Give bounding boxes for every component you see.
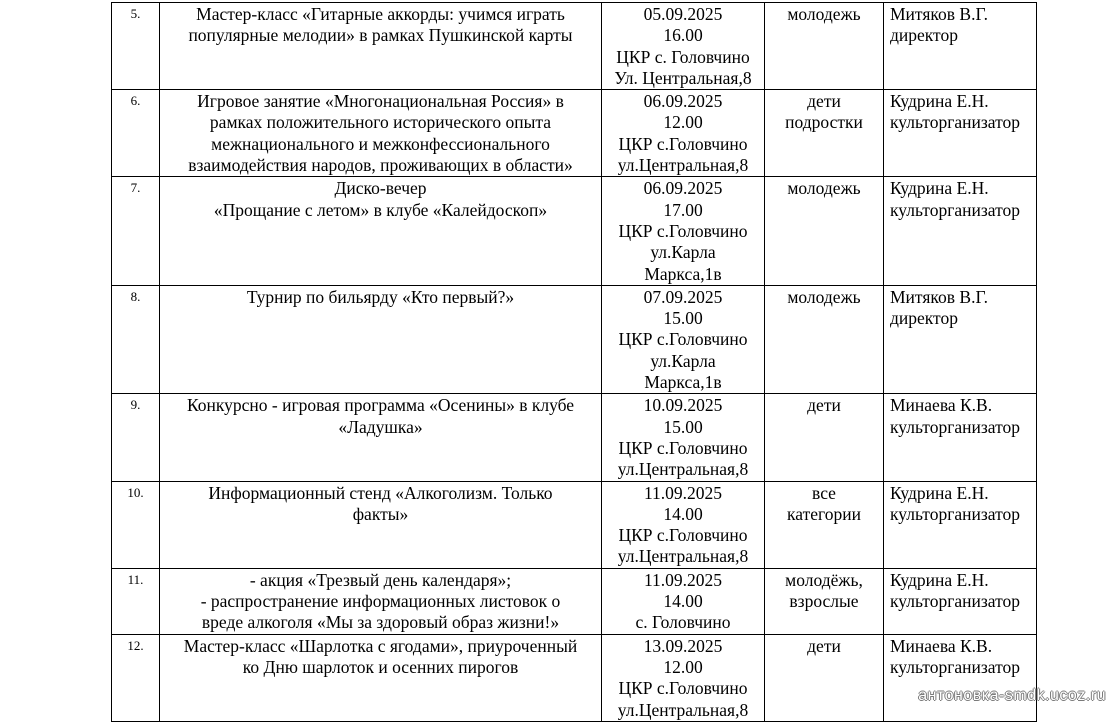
cell-line: «Ладушка» (338, 416, 423, 437)
cell-line: вреде алкоголя «Мы за здоровый образ жизни!» (201, 612, 560, 633)
event-date: 13.09.2025 (643, 635, 723, 656)
event-title-cell (160, 568, 602, 634)
cell-line: Диско-вечер (334, 178, 427, 199)
audience-cell (765, 394, 884, 481)
cell-line: дети (807, 91, 841, 112)
cell-line: культорганизатор (890, 112, 1021, 133)
cell-line: Турнир по бильярду «Кто первый?» (246, 286, 515, 307)
cell-line: ЦКР с.Головчино (618, 329, 748, 350)
date-place-cell (602, 634, 765, 721)
event-title-cell (160, 285, 602, 393)
cell-line: ЦКР с.Головчино (618, 133, 748, 154)
table-row (112, 3, 1037, 90)
responsible-cell (884, 177, 1037, 285)
event-date: 11.09.2025 (643, 482, 723, 503)
cell-line: Кудрина Е.Н. (890, 91, 989, 112)
row-number: 9. (112, 394, 160, 481)
date-place-cell (602, 568, 765, 634)
cell-line: Конкурсно - игровая программа «Осенины» в клубе (186, 395, 575, 416)
date-place-cell (602, 285, 765, 393)
event-date: 11.09.2025 (643, 569, 723, 590)
cell-line: Мастер-класс «Гитарные аккорды: учимся играть (196, 4, 565, 24)
cell-line: Маркса,1в (644, 372, 722, 393)
cell-line: с. Головчино (635, 612, 731, 633)
table-row (112, 90, 1037, 177)
cell-line: взрослые (789, 591, 859, 612)
cell-line: взаимодействия народов, проживающих в области» (188, 155, 573, 176)
row-number: 10. (112, 481, 160, 568)
cell-line: все (812, 482, 836, 503)
cell-line: - акция «Трезвый день календаря»; (249, 569, 512, 590)
event-title-cell (160, 90, 602, 177)
event-time: 12.00 (663, 112, 703, 133)
row-number: 8. (112, 285, 160, 393)
event-time: 14.00 (663, 503, 703, 524)
cell-line: культорганизатор (890, 416, 1021, 437)
cell-line: ЦКР с.Головчино (618, 525, 748, 546)
event-time: 14.00 (663, 591, 703, 612)
cell-line: ЦКР с.Головчино (618, 437, 748, 458)
event-time: 15.00 (663, 308, 703, 329)
cell-line: молодежь (787, 4, 861, 24)
responsible-cell (884, 634, 1037, 721)
audience-cell (765, 177, 884, 285)
date-place-cell (602, 3, 765, 90)
row-number: 11. (112, 568, 160, 634)
date-place-cell (602, 90, 765, 177)
cell-line: межнационального и межконфессионального (211, 133, 550, 154)
cell-line: «Прощание с летом» в клубе «Калейдоскоп» (213, 199, 548, 220)
table-row (112, 394, 1037, 481)
cell-line: ЦКР с. Головчино (616, 46, 750, 67)
cell-line: культорганизатор (890, 199, 1021, 220)
event-time: 16.00 (663, 25, 703, 46)
responsible-cell (884, 285, 1037, 393)
cell-line: ул.Центральная,8 (617, 155, 749, 176)
event-time: 12.00 (663, 656, 703, 677)
event-time: 17.00 (663, 199, 703, 220)
table-row (112, 481, 1037, 568)
table-row (112, 634, 1037, 721)
events-table (111, 2, 1037, 722)
date-place-cell (602, 394, 765, 481)
row-number: 6. (112, 90, 160, 177)
cell-line: культорганизатор (890, 591, 1021, 612)
responsible-cell (884, 90, 1037, 177)
responsible-cell (884, 3, 1037, 90)
table-row (112, 285, 1037, 393)
cell-line: ЦКР с.Головчино (618, 220, 748, 241)
cell-line: рамках положительного исторического опыта (209, 112, 552, 133)
event-date: 05.09.2025 (643, 4, 723, 24)
cell-line: ЦКР с.Головчино (618, 678, 748, 699)
audience-cell (765, 634, 884, 721)
event-date: 06.09.2025 (643, 178, 723, 199)
audience-cell (765, 481, 884, 568)
cell-line: популярные мелодии» в рамках Пушкинской карты (188, 25, 573, 46)
table-row (112, 568, 1037, 634)
cell-line: ул.Карла (650, 350, 716, 371)
event-title-cell (160, 481, 602, 568)
cell-line: дети (807, 395, 841, 416)
cell-line: Митяков В.Г. (890, 4, 988, 24)
row-number: 5. (112, 3, 160, 90)
event-title-cell (160, 3, 602, 90)
cell-line: факты» (352, 503, 409, 524)
cell-line: Митяков В.Г. (890, 286, 988, 307)
events-table-body (112, 3, 1037, 722)
event-title-cell (160, 394, 602, 481)
cell-line: директор (890, 308, 958, 329)
event-date: 07.09.2025 (643, 286, 723, 307)
cell-line: ко Дню шарлоток и осенних пирогов (242, 656, 519, 677)
row-number: 7. (112, 177, 160, 285)
audience-cell (765, 285, 884, 393)
cell-line: категории (787, 503, 861, 524)
cell-line: Минаева К.В. (890, 395, 993, 416)
responsible-cell (884, 394, 1037, 481)
cell-line: молодежь (787, 286, 861, 307)
cell-line: подростки (785, 112, 863, 133)
cell-line: Минаева К.В. (890, 635, 993, 656)
cell-line: Ул. Центральная,8 (614, 67, 752, 88)
audience-cell (765, 3, 884, 90)
event-title-cell (160, 177, 602, 285)
event-time: 15.00 (663, 416, 703, 437)
cell-line: директор (890, 25, 958, 46)
cell-line: Кудрина Е.Н. (890, 569, 989, 590)
cell-line: ул.Центральная,8 (617, 546, 749, 567)
cell-line: культорганизатор (890, 503, 1021, 524)
cell-line: Мастер-класс «Шарлотка с ягодами», приуроченный (183, 635, 578, 656)
site-watermark: антоновка-smdk.ucoz.ru (918, 687, 1106, 704)
row-number: 12. (112, 634, 160, 721)
cell-line: Маркса,1в (644, 263, 722, 284)
cell-line: молодежь (787, 178, 861, 199)
cell-line: ул.Центральная,8 (617, 699, 749, 720)
audience-cell (765, 90, 884, 177)
cell-line: ул.Центральная,8 (617, 459, 749, 480)
event-date: 10.09.2025 (643, 395, 723, 416)
responsible-cell (884, 568, 1037, 634)
cell-line: Информационный стенд «Алкоголизм. Только (208, 482, 553, 503)
event-date: 06.09.2025 (643, 91, 723, 112)
cell-line: ул.Карла (650, 242, 716, 263)
date-place-cell (602, 481, 765, 568)
audience-cell (765, 568, 884, 634)
cell-line: культорганизатор (890, 656, 1021, 677)
cell-line: - распространение информационных листовок о (200, 591, 561, 612)
date-place-cell (602, 177, 765, 285)
event-title-cell (160, 634, 602, 721)
cell-line: Кудрина Е.Н. (890, 178, 989, 199)
cell-line: Кудрина Е.Н. (890, 482, 989, 503)
responsible-cell (884, 481, 1037, 568)
cell-line: Игровое занятие «Многонациональная Россия» в (197, 91, 564, 112)
table-row (112, 177, 1037, 285)
cell-line: дети (807, 635, 841, 656)
cell-line: молодёжь, (785, 569, 863, 590)
